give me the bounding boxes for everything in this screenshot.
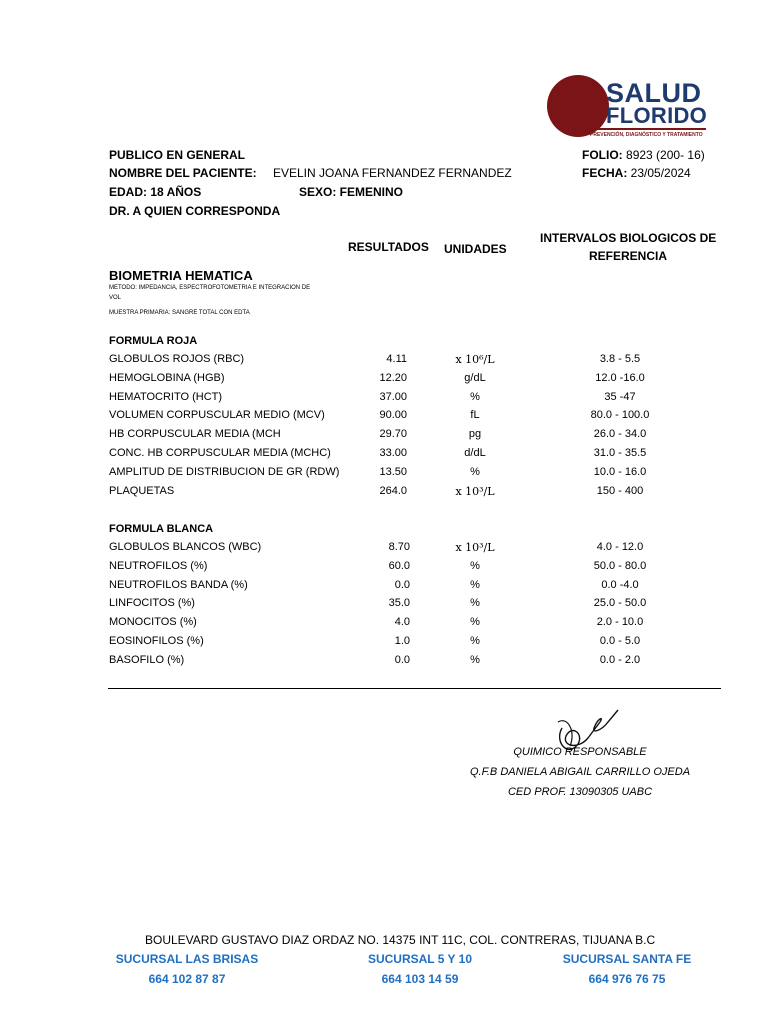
table-row xyxy=(0,391,768,409)
branch-1-phone: 664 102 87 87 xyxy=(148,972,226,986)
test-unit: % xyxy=(470,465,480,478)
test-result: 0.0 xyxy=(394,578,410,591)
brand-line2: FLORIDO xyxy=(606,103,708,128)
table-row xyxy=(0,654,768,672)
test-unit: x 10³/L xyxy=(455,541,495,554)
test-name: NEUTROFILOS BANDA (%) xyxy=(109,578,248,591)
sex-label: SEXO: FEMENINO xyxy=(299,185,404,199)
test-reference: 80.0 - 100.0 xyxy=(590,409,650,422)
test-name: GLOBULOS ROJOS (RBC) xyxy=(109,353,245,365)
test-reference: 150 - 400 xyxy=(596,484,644,497)
test-unit: % xyxy=(470,653,480,666)
test-reference: 31.0 - 35.5 xyxy=(593,447,647,459)
test-unit: x 10³/L xyxy=(455,484,495,498)
study-method-2: VOL xyxy=(109,295,122,301)
test-result: 60.0 xyxy=(388,559,410,572)
test-unit: % xyxy=(470,616,480,629)
brand-tagline: PREVENCIÓN, DIAGNÓSTICO Y TRATAMIENTO xyxy=(590,132,703,138)
test-result: 37.00 xyxy=(379,390,407,403)
patient-name: EVELIN JOANA FERNANDEZ FERNANDEZ xyxy=(273,166,512,180)
test-unit: d/dL xyxy=(464,447,486,459)
test-result: 12.20 xyxy=(379,371,407,384)
test-unit: g/dL xyxy=(464,371,486,384)
study-sample: MUESTRA PRIMARIA: SANGRE TOTAL CON EDTA xyxy=(109,310,250,316)
table-row xyxy=(0,485,768,503)
section-divider xyxy=(108,688,721,689)
date xyxy=(582,166,691,180)
signature-license: CED PROF. 13090305 UABC xyxy=(507,786,653,798)
test-name: MONOCITOS (%) xyxy=(109,616,197,629)
test-name: HEMOGLOBINA (HGB) xyxy=(109,371,225,384)
col-ref-line2: REFERENCIA xyxy=(588,249,667,263)
table-row xyxy=(0,635,768,653)
test-result: 4.0 xyxy=(394,616,410,629)
table-row xyxy=(0,579,768,597)
table-row xyxy=(0,447,768,465)
table-row xyxy=(0,616,768,634)
test-result: 8.70 xyxy=(388,541,410,553)
table-row xyxy=(0,597,768,615)
study-title: BIOMETRIA HEMATICA xyxy=(109,268,253,283)
patient-label: NOMBRE DEL PACIENTE: xyxy=(109,166,257,180)
test-name: NEUTROFILOS (%) xyxy=(109,559,208,572)
test-reference: 0.0 - 2.0 xyxy=(599,653,641,666)
test-result: 29.70 xyxy=(379,428,407,441)
red-formula-title: FORMULA ROJA xyxy=(109,335,198,347)
branch-3-name: SUCURSAL SANTA FE xyxy=(562,952,692,966)
signature-name: Q.F.B DANIELA ABIGAIL CARRILLO OJEDA xyxy=(469,766,691,778)
branch-3-phone: 664 976 76 75 xyxy=(588,972,666,986)
test-unit: % xyxy=(470,597,480,610)
age-label: EDAD: 18 AÑOS xyxy=(109,185,202,199)
table-row xyxy=(0,409,768,427)
test-name: AMPLITUD DE DISTRIBUCION DE GR (RDW) xyxy=(109,465,340,478)
test-unit: fL xyxy=(470,409,480,422)
test-result: 1.0 xyxy=(394,635,410,647)
test-name: VOLUMEN CORPUSCULAR MEDIO (MCV) xyxy=(109,409,325,422)
date-value: 23/05/2024 xyxy=(630,166,691,180)
test-name: HB CORPUSCULAR MEDIA (MCH xyxy=(109,428,281,441)
table-row xyxy=(0,560,768,578)
test-unit: x 10⁶/L xyxy=(455,353,495,366)
test-result: 4.11 xyxy=(386,353,407,365)
public-label: PUBLICO EN GENERAL xyxy=(109,148,246,162)
test-reference: 12.0 -16.0 xyxy=(595,371,645,384)
branch-1-name: SUCURSAL LAS BRISAS xyxy=(115,952,259,966)
test-reference: 2.0 - 10.0 xyxy=(596,616,644,629)
test-result: 35.0 xyxy=(388,597,410,610)
study-method-1: METODO: IMPEDANCIA, ESPECTROFOTOMETRIA E INTEGRACION DE xyxy=(109,285,311,291)
table-row xyxy=(0,353,768,371)
brand-divider xyxy=(578,128,706,130)
test-unit: % xyxy=(470,578,480,591)
test-result: 264.0 xyxy=(379,484,407,497)
col-results: RESULTADOS xyxy=(348,240,429,254)
test-reference: 50.0 - 80.0 xyxy=(593,559,647,572)
test-reference: 0.0 - 5.0 xyxy=(599,635,641,647)
test-reference: 0.0 -4.0 xyxy=(601,578,639,591)
test-reference: 35 -47 xyxy=(604,390,636,403)
test-unit: pg xyxy=(468,428,482,441)
test-unit: % xyxy=(470,635,480,647)
test-name: PLAQUETAS xyxy=(109,484,175,497)
test-reference: 25.0 - 50.0 xyxy=(593,597,647,610)
test-result: 13.50 xyxy=(379,465,407,478)
test-reference: 4.0 - 12.0 xyxy=(596,541,644,553)
test-unit: % xyxy=(470,559,480,572)
test-reference: 10.0 - 16.0 xyxy=(593,465,647,478)
folio xyxy=(582,148,705,162)
test-reference: 3.8 - 5.5 xyxy=(599,353,641,365)
test-name: LINFOCITOS (%) xyxy=(109,597,195,610)
branch-2-phone: 664 103 14 59 xyxy=(381,972,459,986)
table-row xyxy=(0,466,768,484)
test-name: BASOFILO (%) xyxy=(109,653,185,666)
test-unit: % xyxy=(470,390,480,403)
col-units: UNIDADES xyxy=(444,242,507,256)
branch-2-name: SUCURSAL 5 Y 10 xyxy=(367,952,473,966)
test-result: 33.00 xyxy=(379,447,407,459)
folio-value: 8923 (200- 16) xyxy=(626,148,705,162)
test-name: EOSINOFILOS (%) xyxy=(109,635,204,647)
test-name: HEMATOCRITO (HCT) xyxy=(109,390,223,403)
doctor-label: DR. A QUIEN CORRESPONDA xyxy=(109,204,281,218)
brand-line1: SALUD xyxy=(606,78,702,108)
test-name: GLOBULOS BLANCOS (WBC) xyxy=(109,541,262,553)
test-result: 90.00 xyxy=(379,409,407,422)
col-ref-line1: INTERVALOS BIOLOGICOS DE xyxy=(540,231,717,245)
table-row xyxy=(0,428,768,446)
footer-address: BOULEVARD GUSTAVO DIAZ ORDAZ NO. 14375 INT 11C, COL. CONTRERAS, TIJUANA B.C xyxy=(145,933,656,947)
white-formula-title: FORMULA BLANCA xyxy=(109,523,214,535)
folio-label: FOLIO: xyxy=(582,148,623,162)
table-row xyxy=(0,541,768,559)
test-reference: 26.0 - 34.0 xyxy=(593,428,647,441)
table-row xyxy=(0,372,768,390)
date-label: FECHA: xyxy=(582,166,628,180)
test-name: CONC. HB CORPUSCULAR MEDIA (MCHC) xyxy=(109,447,331,459)
signature-role: QUIMICO RESPONSABLE xyxy=(513,746,647,758)
test-result: 0.0 xyxy=(394,653,410,666)
